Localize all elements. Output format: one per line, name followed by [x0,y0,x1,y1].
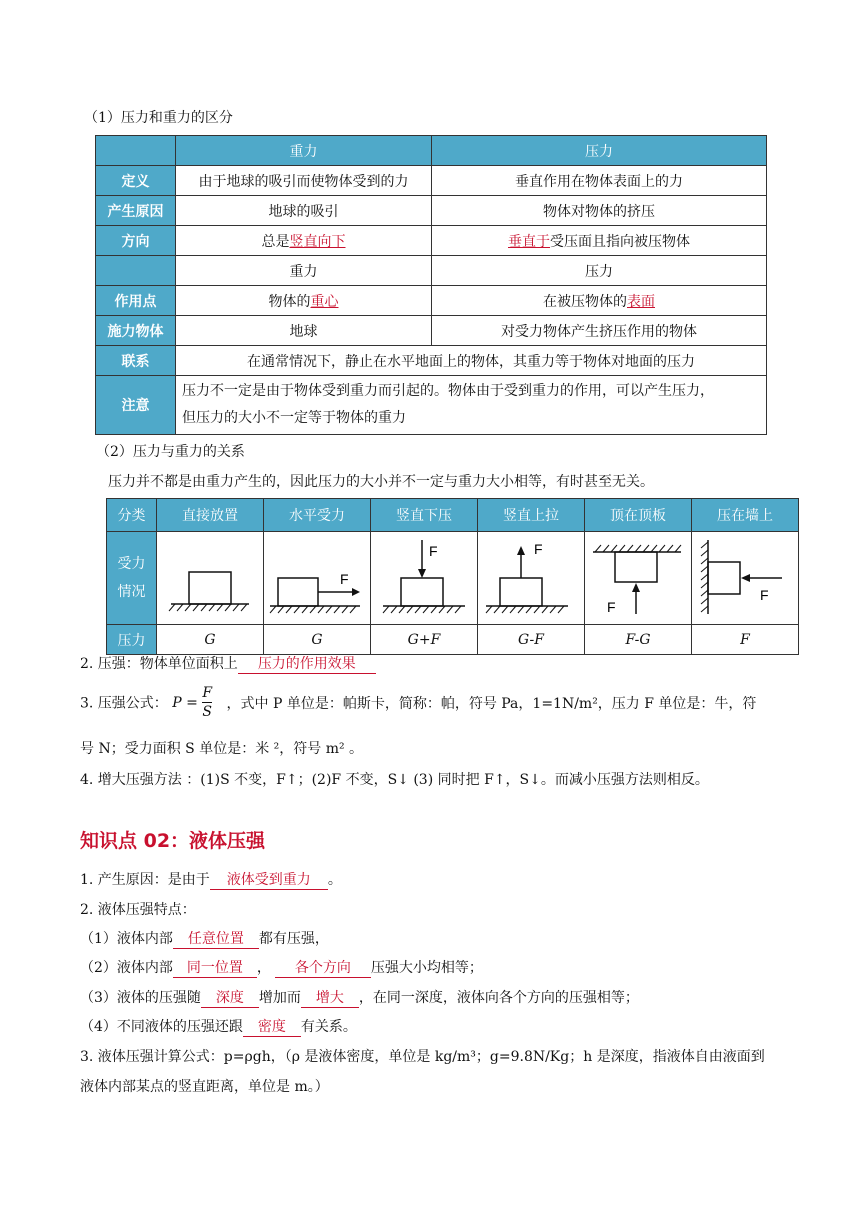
text: （1）液体内部 [80,931,173,947]
answer-text: 重心 [310,293,339,310]
answer-blank: 液体受到重力 [210,869,328,890]
section-2-text: 压力并不都是由重力产生的，因此压力的大小并不一定与重力大小相等，有时甚至无关。 [108,474,654,490]
liquid-formula-line1: 3. 液体压强计算公式：p=ρgh，（ρ 是液体密度，单位是 kg/m³；g=9.8N/Kg；h 是深度，指液体自由液面到 [80,1049,765,1065]
svg-text:F: F [429,543,438,559]
text: 在被压物体的 [543,293,627,310]
cell-pressure: 垂直作用在物体表面上的力 [432,166,767,196]
text: 有关系。 [300,1019,357,1035]
header-category: 分类 [107,499,157,532]
col-header: 水平受力 [264,499,371,532]
answer-text: 垂直于 [508,233,550,250]
diagram-direct [157,532,264,625]
text: 。 [327,872,342,888]
liquid-feature-4 [80,1016,357,1037]
push-down-diagram [371,532,477,620]
formula-eq: = [186,694,198,711]
pressure-definition [80,653,376,674]
liquid-feature-2 [80,957,483,978]
text: （4）不同液体的压强还跟 [80,1019,243,1035]
block-on-ground-diagram [157,532,263,620]
liquid-cause [80,869,342,890]
row-label [96,256,176,286]
answer-blank: 任意位置 [173,928,259,949]
text: 物体的 [268,293,311,310]
liquid-feature-3 [80,987,639,1008]
col-header: 竖直下压 [371,499,478,532]
note-line: 压力不一定是由于物体受到重力而引起的。物体由于受到重力的作用，可以产生压力， [182,383,714,399]
cell-pressure [432,286,767,316]
row-label: 联系 [96,346,176,376]
row-label: 作用点 [96,286,176,316]
formula [172,685,216,720]
svg-text:F: F [760,587,769,603]
note-cell [176,376,767,435]
increase-pressure-methods: 4. 增大压强方法 ：(1)S 不变，F↑；(2)F 不变，S↓ (3) 同时把 F↑，S↓。而减小压强方法则相反。 [80,772,709,788]
row-label: 方向 [96,226,176,256]
pressure-formula [80,684,756,721]
diagram-pull-up [478,532,585,625]
pressure-value: G+F [371,625,478,655]
pressure-value: G [157,625,264,655]
header-pressure: 压力 [432,136,767,166]
gravity-pressure-table [95,135,767,435]
text: （3）液体的压强随 [80,990,201,1006]
text: ， [256,960,271,976]
row-label: 施力物体 [96,316,176,346]
text: 2. 压强：物体单位面积上 [80,656,238,672]
row-label: 注意 [96,376,176,435]
diagram-push-down [371,532,478,625]
cell-gravity: 地球的吸引 [176,196,432,226]
answer-blank: 密度 [243,1016,301,1037]
text: 3. 压强公式： [80,695,168,712]
svg-text:F: F [340,571,349,587]
text: 总是 [261,233,290,250]
pull-up-diagram [478,532,584,620]
svg-text:F: F [607,599,616,615]
text: 都有压强， [258,931,329,947]
pressure-value: G-F [478,625,585,655]
liquid-feature-1 [80,928,329,949]
cell-pressure: 对受力物体产生挤压作用的物体 [432,316,767,346]
row-label: 产生原因 [96,196,176,226]
cell-gravity: 重力 [176,256,432,286]
svg-text:F: F [534,541,543,557]
text: ，在同一深度，液体向各个方向的压强相等； [358,990,639,1006]
header-gravity: 重力 [176,136,432,166]
cell-pressure: 压力 [432,256,767,286]
fraction-numerator: F [202,685,213,701]
cell-gravity: 地球 [176,316,432,346]
text: 1. 产生原因：是由于 [80,872,210,888]
cell-gravity: 由于地球的吸引而使物体受到的力 [176,166,432,196]
diagram-horizontal [264,532,371,625]
text: 受压面且指向被压物体 [550,233,690,250]
fraction [202,684,212,721]
col-header: 压在墙上 [692,499,799,532]
relation-cell: 在通常情况下，静止在水平地面上的物体，其重力等于物体对地面的压力 [176,346,767,376]
answer-blank: 同一位置 [173,957,257,978]
label-line: 情况 [117,584,146,600]
col-header: 直接放置 [157,499,264,532]
row-label: 定义 [96,166,176,196]
note-line: 但压力的大小不一定等于物体的重力 [182,410,406,426]
section-2-title: （2）压力与重力的关系 [96,444,245,460]
pressure-value: F-G [585,625,692,655]
pressure-value: G [264,625,371,655]
section-1-title: （1）压力和重力的区分 [84,110,233,126]
row-label-pressure: 压力 [107,625,157,655]
cell-pressure: 物体对物体的挤压 [432,196,767,226]
section-heading-liquid-pressure: 知识点 02：液体压强 [80,830,266,852]
text: （2）液体内部 [80,960,173,976]
col-header: 顶在顶板 [585,499,692,532]
col-header: 竖直上拉 [478,499,585,532]
text: ，式中 P 单位是：帕斯卡，简称：帕，符号 Pa，1=1N/m²，压力 F 单位是：牛，符 [226,695,757,712]
text: 增加而 [258,990,301,1006]
diagram-ceiling [585,532,692,625]
fraction-denominator: S [202,704,212,720]
pressure-formula-line2: 号 N；受力面积 S 单位是：米 ²，符号 m² 。 [80,741,364,757]
force-situations-table [106,498,799,655]
ceiling-diagram [585,532,691,620]
wall-diagram [692,532,798,620]
answer-blank: 各个方向 [275,957,371,978]
answer-text: 表面 [627,293,655,310]
answer-blank: 增大 [301,987,359,1008]
corner-cell [96,136,176,166]
answer-blank: 压力的作用效果 [238,653,376,674]
answer-text: 竖直向下 [289,233,346,250]
label-line: 受力 [117,556,146,572]
cell-pressure [432,226,767,256]
diagram-wall [692,532,799,625]
formula-p: P [172,694,182,711]
liquid-formula-line2: 液体内部某点的竖直距离，单位是 m。） [80,1079,329,1095]
liquid-features-title: 2. 液体压强特点： [80,902,196,918]
cell-gravity [176,286,432,316]
text: 压强大小均相等； [370,960,483,976]
horizontal-force-diagram [264,532,370,620]
cell-gravity [176,226,432,256]
pressure-value: F [692,625,799,655]
row-label-force [107,532,157,625]
answer-blank: 深度 [201,987,259,1008]
